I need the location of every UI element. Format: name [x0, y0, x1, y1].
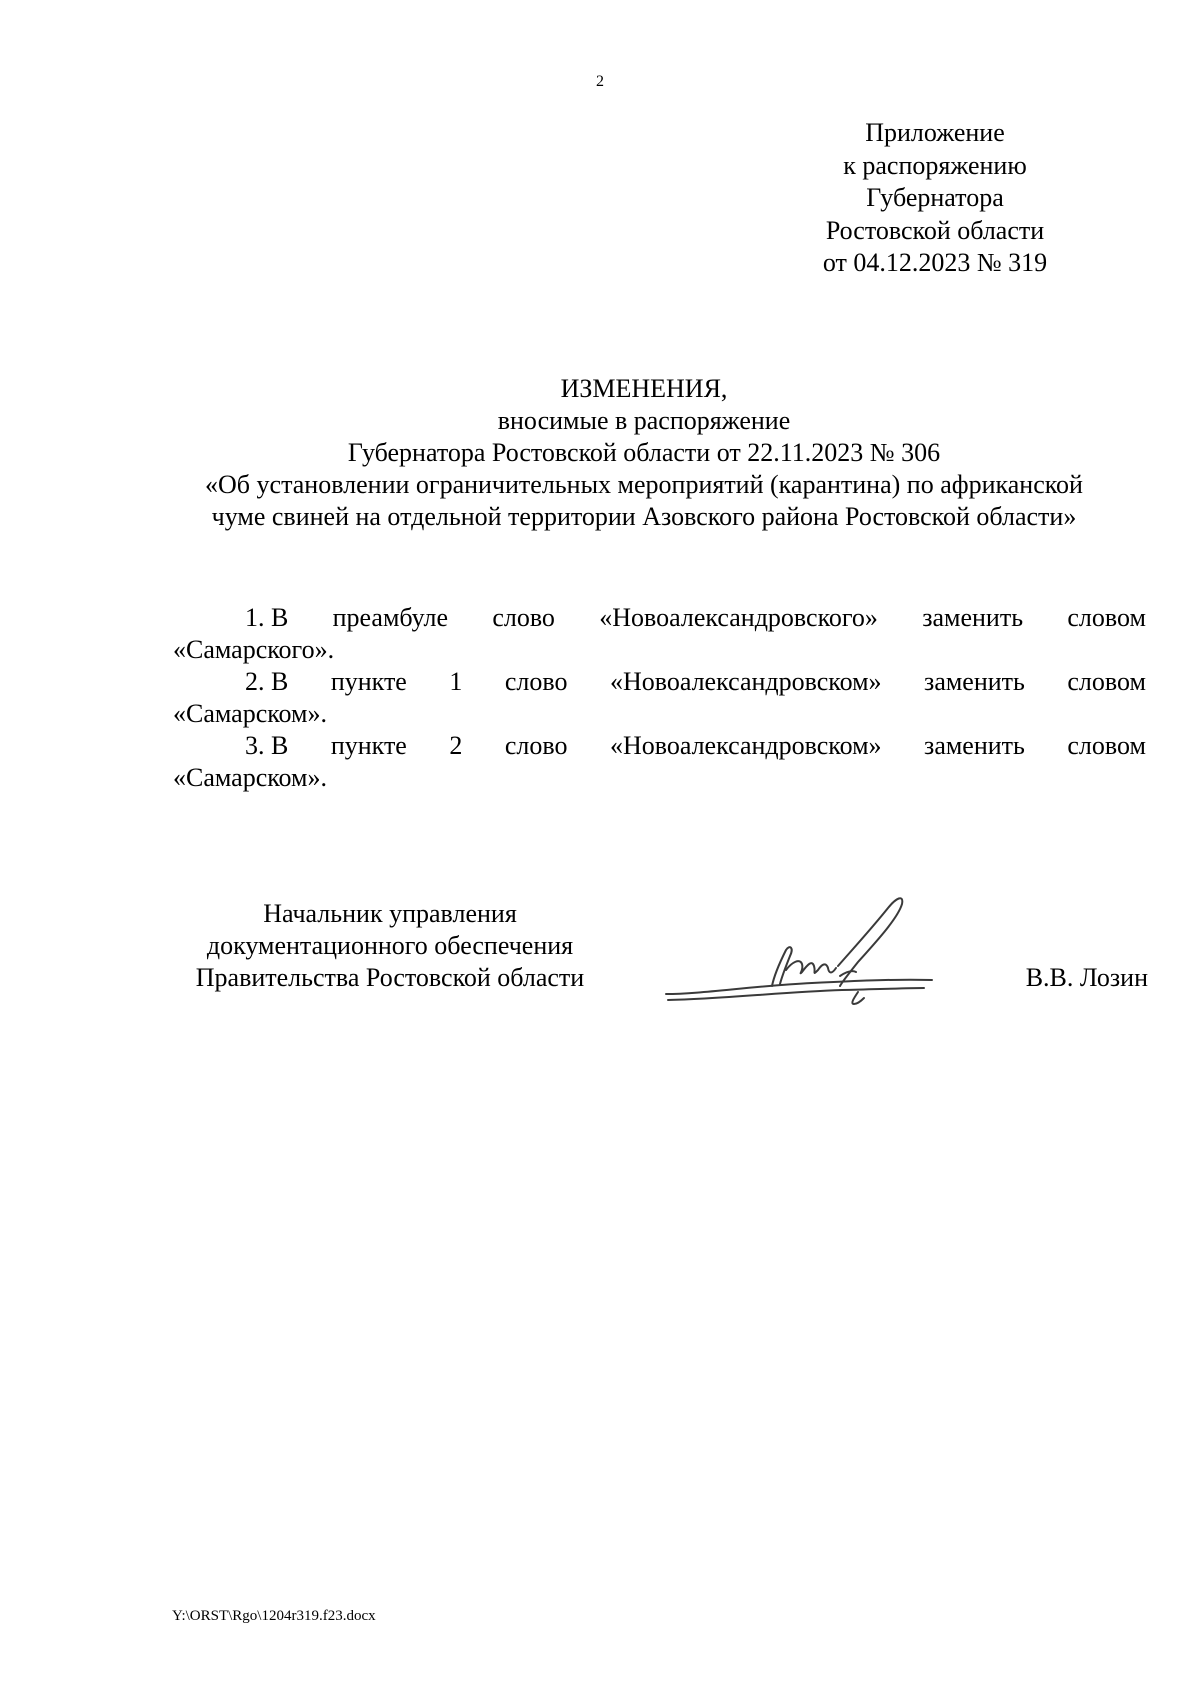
amendment-line: «Самарском». [173, 763, 328, 792]
amendment-line [173, 730, 1146, 762]
word: 1. В [245, 603, 289, 632]
appendix-line: от 04.12.2023 № 319 [822, 248, 1048, 277]
word: 2 [449, 731, 463, 760]
word: слово [492, 603, 555, 632]
signer-position-line: Начальник управления [263, 899, 517, 928]
word: «Новоалександровском» [609, 731, 882, 760]
appendix-line: к распоряжению [843, 150, 1027, 180]
word: 1 [449, 667, 463, 696]
title-line: «Об установлении ограничительных мероприятий (карантина) по африканской [205, 470, 1083, 499]
signer-position [160, 898, 620, 994]
word: пункте [330, 731, 407, 760]
page-number: 2 [596, 73, 604, 90]
word: словом [1067, 731, 1146, 760]
word: словом [1067, 667, 1146, 696]
word: преамбуле [332, 603, 449, 632]
title-heading: ИЗМЕНЕНИЯ, [560, 374, 728, 403]
title-line: чуме свиней на отдельной территории Азовского района Ростовской области» [211, 502, 1077, 531]
amendment-line: «Самарского». [173, 635, 335, 664]
word: пункте [330, 667, 407, 696]
word: слово [504, 667, 568, 696]
appendix-header [770, 117, 1100, 280]
handwritten-signature [662, 890, 952, 1015]
title-line: вносимые в распоряжение [497, 406, 791, 435]
amendment-item [173, 666, 1146, 730]
amendment-item [173, 602, 1146, 666]
amendment-item [173, 730, 1146, 794]
word: 3. В [245, 731, 289, 760]
document-title [160, 373, 1128, 533]
signer-name: В.В. Лозин [1025, 963, 1148, 992]
amendment-line [173, 666, 1146, 698]
appendix-line: Ростовской области [825, 215, 1045, 245]
word: словом [1067, 603, 1146, 632]
word: заменить [924, 731, 1025, 760]
word: заменить [924, 667, 1025, 696]
amendment-line [173, 602, 1146, 634]
file-path: Y:\ORST\Rgo\1204r319.f23.docx [172, 1608, 376, 1624]
word: заменить [922, 603, 1024, 632]
amendment-list [173, 602, 1146, 794]
appendix-line: Губернатора [866, 183, 1004, 212]
signer-position-line: Правительства Ростовской области [195, 963, 585, 992]
amendment-line: «Самарском». [173, 699, 328, 728]
signer-position-line: документационного обеспечения [206, 931, 574, 960]
word: 2. В [245, 667, 289, 696]
appendix-line: Приложение [865, 118, 1005, 147]
word: «Новоалександровского» [599, 603, 878, 632]
title-line: Губернатора Ростовской области от 22.11.2023 № 306 [347, 438, 941, 467]
word: «Новоалександровском» [609, 667, 882, 696]
word: слово [504, 731, 568, 760]
